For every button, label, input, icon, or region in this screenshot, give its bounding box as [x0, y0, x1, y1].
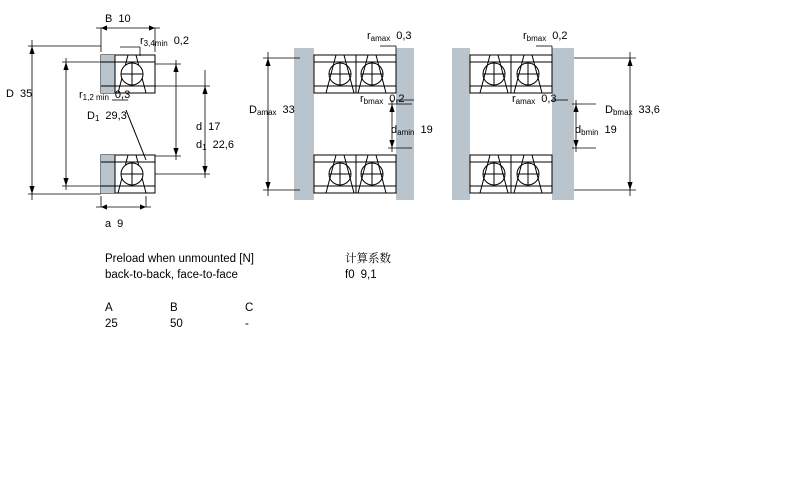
calc-factor-row: f0 9,1 [345, 269, 377, 281]
preload-col-header-A: A [105, 302, 113, 314]
dim-label-d: d 17 [196, 121, 221, 133]
dim-label-B: B 10 [105, 13, 131, 25]
dim-label-rbmax-top-right: rbmax 0,2 [523, 30, 568, 43]
dim-label-D: D 35 [6, 88, 33, 100]
dim-label-r34min: r3,4min 0,2 [140, 35, 189, 48]
dim-label-ramax-top-left: ramax 0,3 [367, 30, 412, 43]
dim-label-d1: d1 22,6 [196, 139, 234, 152]
preload-col-header-C: C [245, 302, 254, 314]
dim-label-Dbmax: Dbmax 33,6 [605, 104, 660, 117]
dim-label-Damax: Damax 33 [249, 104, 295, 117]
left-bearing-shading [101, 55, 115, 193]
dim-label-rbmax-left: rbmax 0,2 [360, 93, 405, 106]
calc-factor-title: 计算系数 [345, 253, 391, 265]
dim-label-ramax-right: ramax 0,3 [512, 93, 557, 106]
preload-value-B: 50 [170, 318, 183, 330]
dim-label-dbmin: dbmin 19 [575, 124, 617, 137]
dim-label-D1: D1 29,3 [87, 110, 127, 123]
dim-label-a: a 9 [105, 218, 124, 230]
dim-label-damin: damin 19 [391, 124, 433, 137]
preload-col-header-B: B [170, 302, 178, 314]
preload-title: Preload when unmounted [N] [105, 253, 254, 265]
left-contact-angle-line [126, 110, 146, 160]
preload-value-C: - [245, 318, 249, 330]
dim-label-r12min: r1,2 min 0,3 [79, 89, 131, 102]
preload-value-A: 25 [105, 318, 118, 330]
right-left-bearing [314, 55, 396, 193]
preload-subtitle: back-to-back, face-to-face [105, 269, 238, 281]
